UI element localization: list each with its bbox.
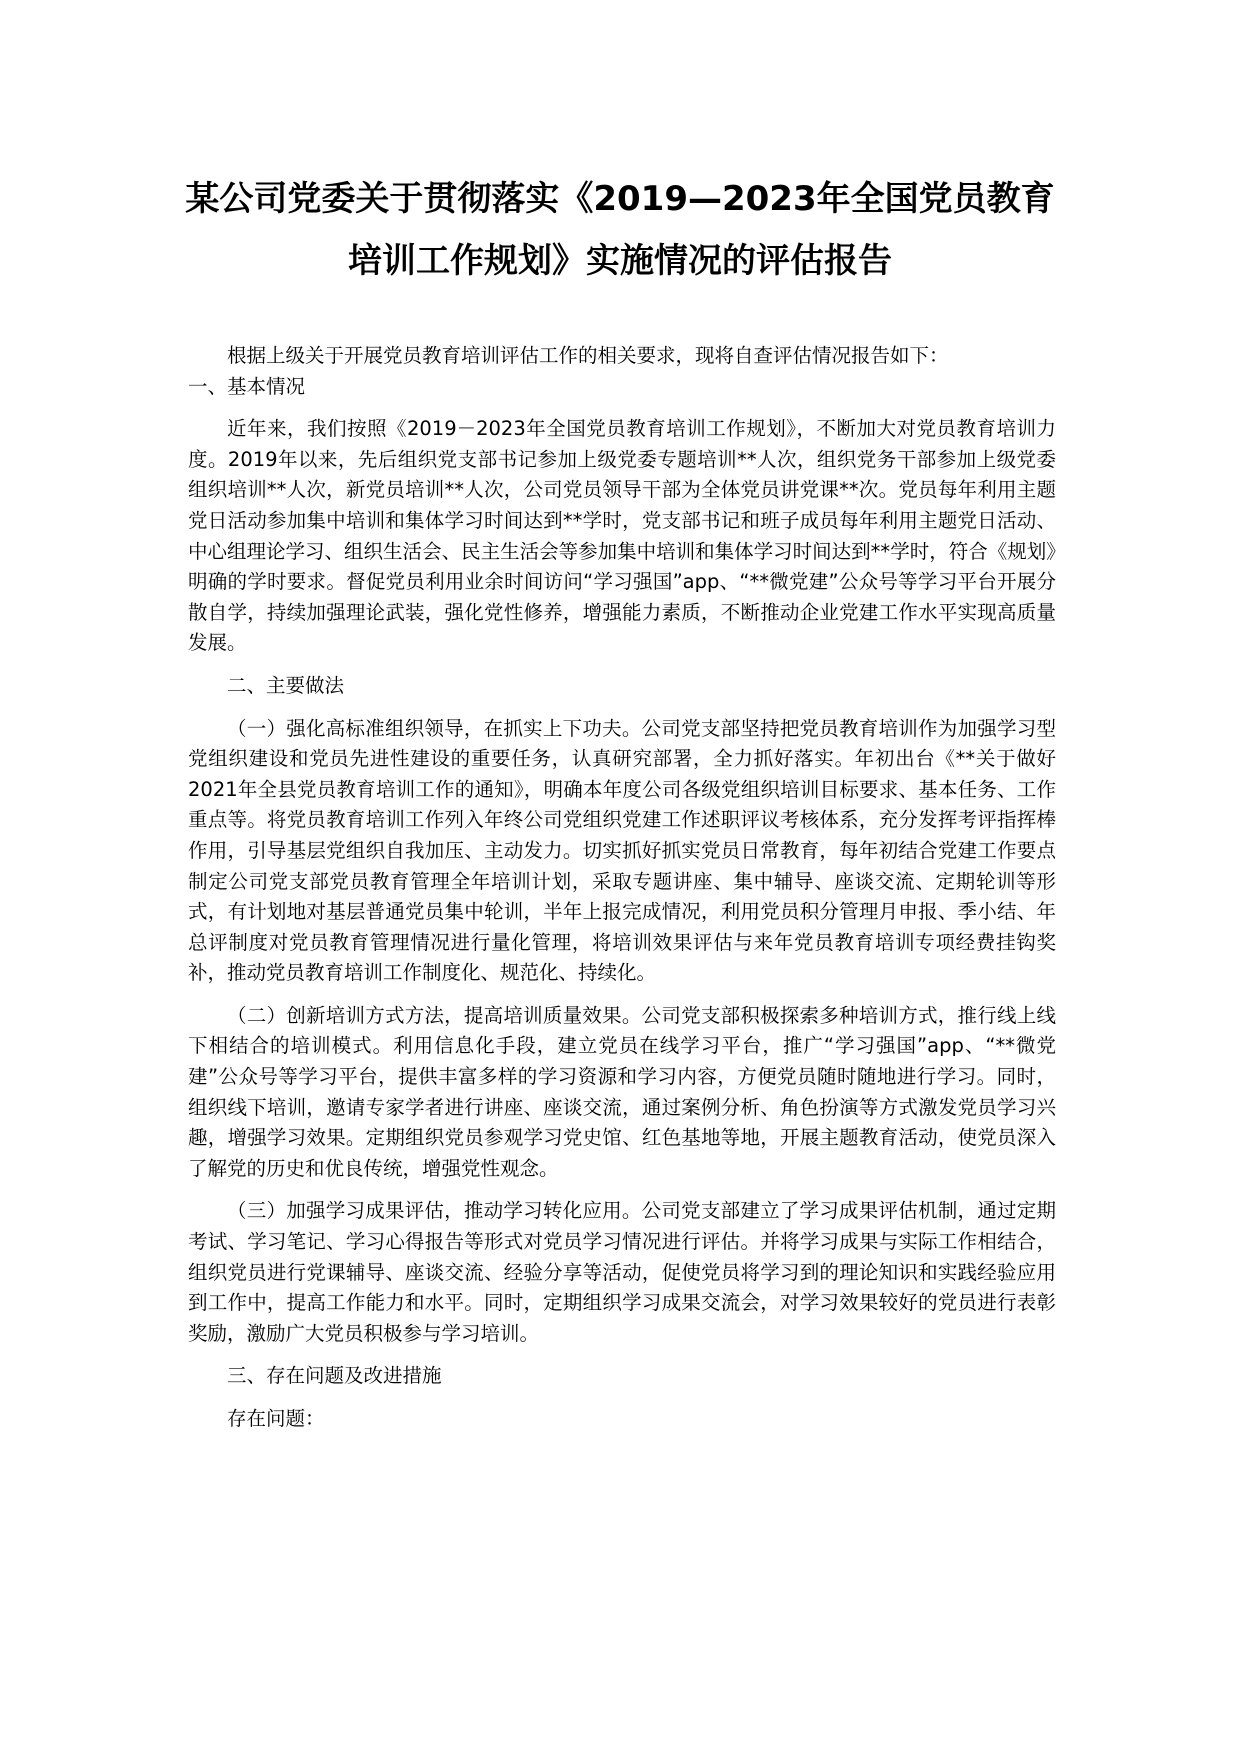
- paragraph-basic-situation: 近年来，我们按照《2019－2023年全国党员教育培训工作规划》，不断加大对党员教育培训力度。2019年以来，先后组织党支部书记参加上级党委专题培训**人次，组织党务干部参加上级党委组织培训**人次，新党员培训**人次，公司党员领导干部为全体党员讲党课**次。党员每年利用主题党日活动参加集中培训和集体学习时间达到**学时，党支部书记和班子成员每年利用主题党日活动、中心组理论学习、组织生活会、民主生活会等参加集中培训和集体学习时间达到**学时，符合《规划》明确的学时要求。督促党员利用业余时间访问“学习强国”app、“**微党建”公众号等学习平台开展分散自学，持续加强理论武装，强化党性修养，增强能力素质，不断推动企业党建工作水平实现高质量发展。: [188, 417, 1056, 655]
- section-heading-basic-situation: 一、基本情况: [188, 374, 306, 398]
- paragraph-practice-3: （三）加强学习成果评估，推动学习转化应用。公司党支部建立了学习成果评估机制，通过定期考试、学习笔记、学习心得报告等形式对党员学习情况进行评估。并将学习成果与实际工作相结合，组织党员进行党课辅导、座谈交流、经验分享等活动，促使党员将学习到的理论知识和实践经验应用到工作中，提高工作能力和水平。同时，定期组织学习成果交流会，对学习效果较好的党员进行表彰奖励，激励广大党员积极参与学习培训。: [188, 1199, 1056, 1345]
- document-body: [188, 341, 1056, 1435]
- subheading-existing-problems: 存在问题：: [227, 1407, 325, 1430]
- paragraph-practice-2: （二）创新培训方式方法，提高培训质量效果。公司党支部积极探索多种培训方式，推行线上线下相结合的培训模式。利用信息化手段，建立党员在线学习平台，推广“学习强国”app、“**微党建”公众号等学习平台，提供丰富多样的学习资源和学习内容，方便党员随时随地进行学习。同时，组织线下培训，邀请专家学者进行讲座、座谈交流，通过案例分析、角色扮演等方式激发党员学习兴趣，增强学习效果。定期组织党员参观学习党史馆、红色基地等地，开展主题教育活动，使党员深入了解党的历史和优良传统，增强党性观念。: [188, 1003, 1056, 1180]
- intro-paragraph: 根据上级关于开展党员教育培训评估工作的相关要求，现将自查评估情况报告如下：: [227, 344, 949, 367]
- section-heading-problems: 三、存在问题及改进措施: [227, 1364, 442, 1388]
- document-title: 某公司党委关于贯彻落实《2019—2023年全国党员教育培训工作规划》实施情况的评估报告: [185, 179, 1055, 281]
- section-heading-main-practices: 二、主要做法: [227, 673, 345, 697]
- paragraph-practice-1: （一）强化高标准组织领导，在抓实上下功夫。公司党支部坚持把党员教育培训作为加强学习型党组织建设和党员先进性建设的重要任务，认真研究部署，全力抓好落实。年初出台《**关于做好2021年全县党员教育培训工作的通知》，明确本年度公司各级党组织培训目标要求、基本任务、工作重点等。将党员教育培训工作列入年终公司党组织党建工作述职评议考核体系，充分发挥考评指挥棒作用，引导基层党组织自我加压、主动发力。切实抓好抓实党员日常教育，每年初结合党建工作要点制定公司党支部党员教育管理全年培训计划，采取专题讲座、集中辅导、座谈交流、定期轮训等形式，有计划地对基层普通党员集中轮训，半年上报完成情况，利用党员积分管理月申报、季小结、年总评制度对党员教育管理情况进行量化管理，将培训效果评估与来年党员教育培训专项经费挂钩奖补，推动党员教育培训工作制度化、规范化、持续化。: [188, 716, 1056, 985]
